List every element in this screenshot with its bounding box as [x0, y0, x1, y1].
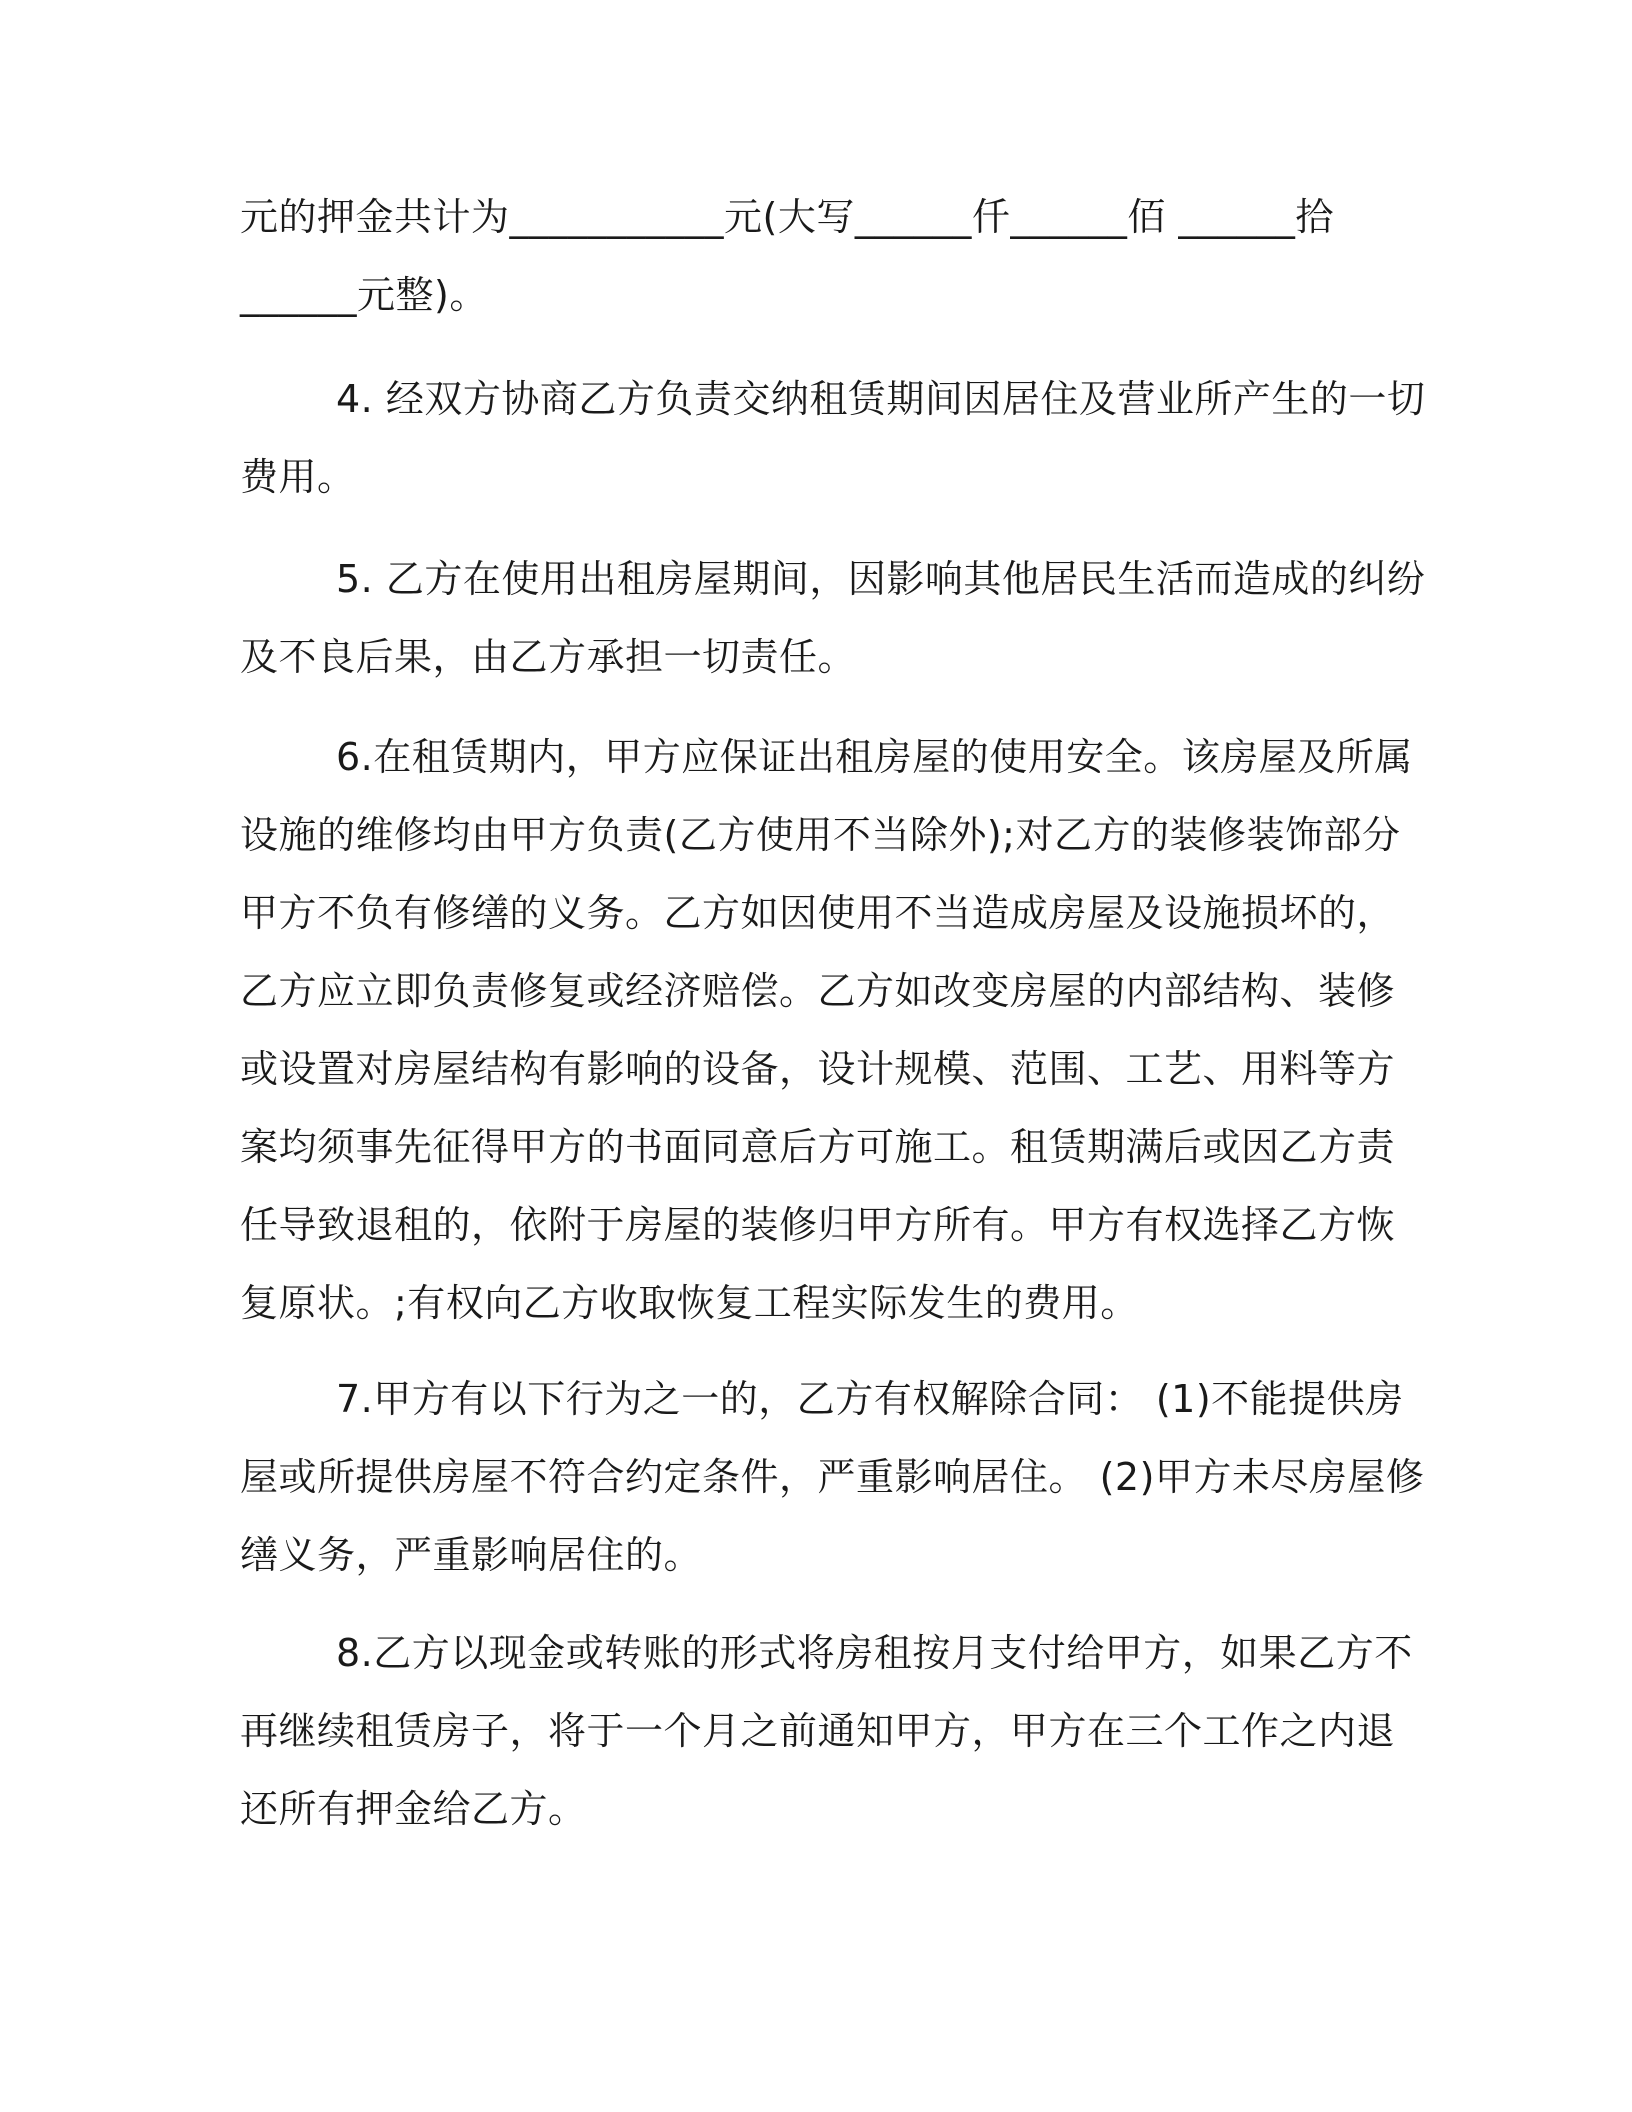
text-line: 5. 乙方在使用出租房屋期间，因影响其他居民生活而造成的纠纷 — [336, 557, 1426, 601]
text-line: 屋或所提供房屋不符合约定条件，严重影响居住。 (2)甲方未尽房屋修 — [240, 1455, 1425, 1499]
paragraph-clause-8 — [240, 1614, 1413, 1848]
text-line: 甲方不负有修缮的义务。乙方如因使用不当造成房屋及设施损坏的， — [240, 891, 1396, 935]
text-line: 7.甲方有以下行为之一的，乙方有权解除合同： (1)不能提供房 — [336, 1377, 1404, 1421]
text-line: ______元整)。 — [240, 273, 488, 317]
text-line: 复原状。;有权向乙方收取恢复工程实际发生的费用。 — [240, 1281, 1139, 1325]
paragraph-clause-5 — [240, 540, 1426, 696]
text-line: 任导致退租的，依附于房屋的装修归甲方所有。甲方有权选择乙方恢 — [240, 1203, 1396, 1247]
text-line: 8.乙方以现金或转账的形式将房租按月支付给甲方，如果乙方不 — [336, 1631, 1413, 1675]
text-line: 乙方应立即负责修复或经济赔偿。乙方如改变房屋的内部结构、装修 — [240, 969, 1396, 1013]
paragraph-clause-7 — [240, 1360, 1425, 1594]
text-line: 或设置对房屋结构有影响的设备，设计规模、范围、工艺、用料等方 — [240, 1047, 1396, 1091]
text-line: 费用。 — [240, 455, 356, 499]
text-line: 6.在租赁期内，甲方应保证出租房屋的使用安全。该房屋及所属 — [336, 735, 1413, 779]
paragraph-clause-6 — [240, 718, 1413, 1342]
text-line: 再继续租赁房子，将于一个月之前通知甲方，甲方在三个工作之内退 — [240, 1709, 1396, 1753]
paragraph-deposit-clause — [240, 178, 1380, 334]
paragraph-clause-4 — [240, 360, 1426, 516]
text-line: 元的押金共计为___________元(大写______仟______佰 ______拾 — [240, 195, 1334, 239]
text-line: 4. 经双方协商乙方负责交纳租赁期间因居住及营业所产生的一切 — [336, 377, 1426, 421]
text-line: 案均须事先征得甲方的书面同意后方可施工。租赁期满后或因乙方责 — [240, 1125, 1396, 1169]
text-line: 设施的维修均由甲方负责(乙方使用不当除外);对乙方的装修装饰部分 — [240, 813, 1401, 857]
text-line: 及不良后果，由乙方承担一切责任。 — [240, 635, 857, 679]
text-line: 缮义务，严重影响居住的。 — [240, 1533, 703, 1577]
text-line: 还所有押金给乙方。 — [240, 1787, 587, 1831]
